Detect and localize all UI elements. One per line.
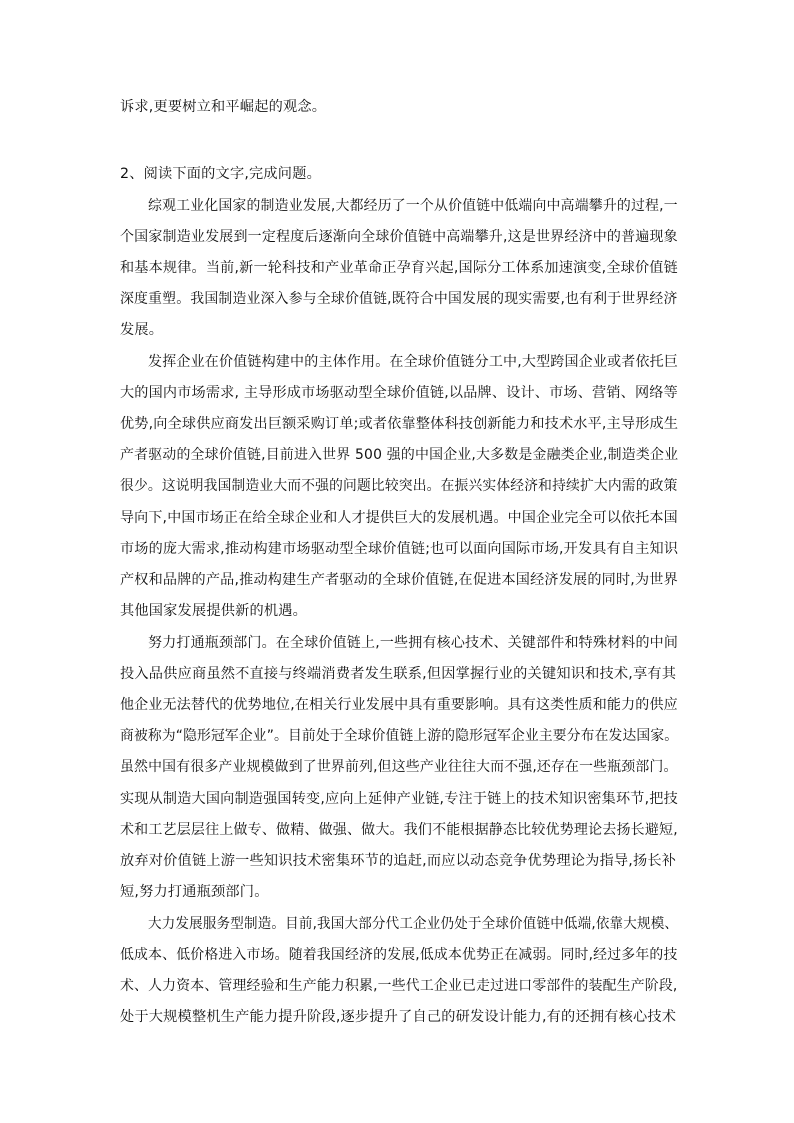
paragraph-2-line: 很少。这说明我国制造业大而不强的问题比较突出。在振兴实体经济和持续扩大内需的政策 <box>120 478 678 494</box>
paragraph-3-line: 放弃对价值链上游一些知识技术密集环节的追赶,而应以动态竞争优势理论为指导,扬长补 <box>120 853 677 869</box>
paragraph-1-line: 综观工业化国家的制造业发展,大都经历了一个从价值链中低端向中高端攀升的过程,一 <box>148 198 678 214</box>
paragraph-1-line: 个国家制造业发展到一定程度后逐渐向全球价值链中高端攀升,这是世界经济中的普遍现象 <box>120 229 678 245</box>
paragraph-1-line: 和基本规律。当前,新一轮科技和产业革命正孕育兴起,国际分工体系加速演变,全球价值链 <box>120 260 678 276</box>
paragraph-3-line: 商被称为“隐形冠军企业”。目前处于全球价值链上游的隐形冠军企业主要分布在发达国家。 <box>120 728 679 744</box>
paragraph-3-line: 术和工艺层层往上做专、做精、做强、做大。我们不能根据静态比较优势理论去扬长避短, <box>120 822 678 838</box>
paragraph-4-line: 处于大规模整机生产能力提升阶段,逐步提升了自己的研发设计能力,有的还拥有核心技术 <box>120 1009 677 1025</box>
paragraph-3-line: 他企业无法替代的优势地位,在相关行业发展中具有重要影响。具有这类性质和能力的供应 <box>120 697 678 713</box>
text-line: 诉求,更要树立和平崛起的观念。 <box>120 99 327 115</box>
paragraph-4-line: 低成本、低价格进入市场。随着我国经济的发展,低成本优势正在减弱。同时,经过多年的技 <box>120 947 678 963</box>
paragraph-1-line: 发展。 <box>120 322 164 338</box>
paragraph-1-line: 深度重塑。我国制造业深入参与全球价值链,既符合中国发展的现实需要,也有利于世界经济 <box>120 291 678 307</box>
paragraph-3-line: 实现从制造大国向制造强国转变,应向上延伸产业链,专注于链上的技术知识密集环节,把技 <box>120 791 678 807</box>
paragraph-2-line: 大的国内市场需求, 主导形成市场驱动型全球价值链,以品牌、设计、市场、营销、网络等 <box>120 385 678 401</box>
paragraph-3-line: 虽然中国有很多产业规模做到了世界前列,但这些产业往往大而不强,还存在一些瓶颈部门。 <box>120 759 678 775</box>
paragraph-4-line: 术、人力资本、管理经验和生产能力积累,一些代工企业已走过进口零部件的装配生产阶段, <box>120 978 678 994</box>
paragraph-2-line: 发挥企业在价值链构建中的主体作用。在全球价值链分工中,大型跨国企业或者依托巨 <box>148 354 679 370</box>
paragraph-3-line: 短,努力打通瓶颈部门。 <box>120 884 269 900</box>
paragraph-4-line: 大力发展服务型制造。目前,我国大部分代工企业仍处于全球价值链中低端,依靠大规模、 <box>148 916 679 932</box>
paragraph-2-line: 产者驱动的全球价值链,目前进入世界 500 强的中国企业,大多数是金融类企业,制造类企业 <box>120 447 679 463</box>
question-heading: 2、阅读下面的文字,完成问题。 <box>120 166 321 182</box>
paragraph-2-line: 优势,向全球供应商发出巨额采购订单;或者依靠整体科技创新能力和技术水平,主导形成生 <box>120 416 679 432</box>
paragraph-2-line: 导向下,中国市场正在给全球企业和人才提供巨大的发展机遇。中国企业完全可以依托本国 <box>120 510 678 526</box>
paragraph-2-line: 产权和品牌的产品,推动构建生产者驱动的全球价值链,在促进本国经济发展的同时,为世界 <box>120 572 678 588</box>
paragraph-3-line: 努力打通瓶颈部门。在全球价值链上,一些拥有核心技术、关键部件和特殊材料的中间 <box>148 635 679 651</box>
paragraph-3-line: 投入品供应商虽然不直接与终端消费者发生联系,但因掌握行业的关键知识和技术,享有其 <box>120 666 677 682</box>
paragraph-2-line: 其他国家发展提供新的机遇。 <box>120 603 308 619</box>
paragraph-2-line: 市场的庞大需求,推动构建市场驱动型全球价值链;也可以面向国际市场,开发具有自主知识 <box>120 541 679 557</box>
